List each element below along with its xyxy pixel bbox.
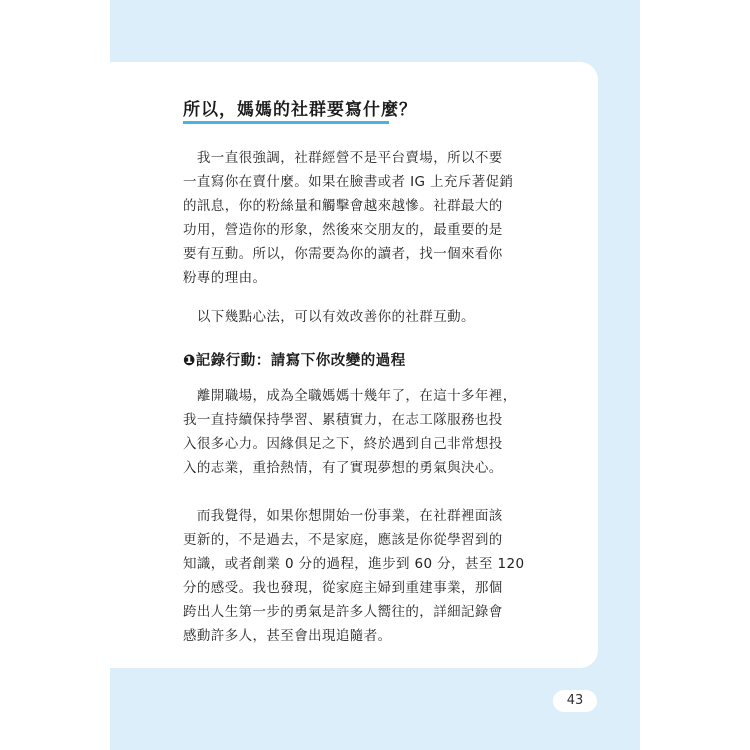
paragraph-line: 要有互動。所以，你需要為你的讀者，找一個來看你 — [183, 246, 503, 262]
subheading: ❶記錄行動：請寫下你改變的過程 — [183, 353, 406, 369]
paragraph-1 — [183, 146, 514, 290]
paragraph-line: 的訊息，你的粉絲量和觸擊會越來越慘。社群最大的 — [183, 198, 503, 214]
paragraph-line: 入很多心力。因緣俱足之下，終於遇到自己非常想投 — [183, 436, 503, 452]
paragraph-line: 感動許多人，甚至會出現追隨者。 — [183, 628, 392, 644]
paragraph-line: 分的感受。我也發現，從家庭主婦到重建事業，那個 — [183, 580, 503, 596]
page-number: 43 — [553, 690, 597, 712]
paragraph-line: 功用，營造你的形象，然後來交朋友的，最重要的是 — [183, 222, 503, 238]
paragraph-4 — [183, 504, 525, 648]
heading-underline — [183, 121, 389, 124]
paragraph-line: 一直寫你在賣什麼。如果在臉書或者 IG 上充斥著促銷 — [183, 174, 514, 190]
paragraph-line: 我一直持續保持學習、累積實力，在志工隊服務也投 — [183, 412, 503, 428]
paragraph-line: 跨出人生第一步的勇氣是許多人嚮往的，詳細記錄會 — [183, 604, 503, 620]
paragraph-2 — [183, 305, 483, 329]
paragraph-line: 離開職場，成為全職媽媽十幾年了，在這十多年裡， — [183, 388, 517, 404]
paragraph-line: 知識，或者創業 0 分的過程，進步到 60 分，甚至 120 — [183, 556, 525, 572]
paragraph-line: 我一直很強調，社群經營不是平台賣場，所以不要 — [183, 150, 503, 166]
paragraph-line: 入的志業，重拾熱情，有了實現夢想的勇氣與決心。 — [183, 460, 503, 476]
paragraph-line: 以下幾點心法，可以有效改善你的社群互動。 — [183, 309, 475, 325]
paragraph-3 — [183, 384, 517, 480]
section-heading: 所以，媽媽的社群要寫什麼？ — [183, 100, 417, 120]
paragraph-line: 更新的，不是過去，不是家庭，應該是你從學習到的 — [183, 532, 503, 548]
paragraph-line: 而我覺得，如果你想開始一份事業，在社群裡面該 — [183, 508, 503, 524]
paragraph-line: 粉專的理由。 — [183, 270, 267, 286]
